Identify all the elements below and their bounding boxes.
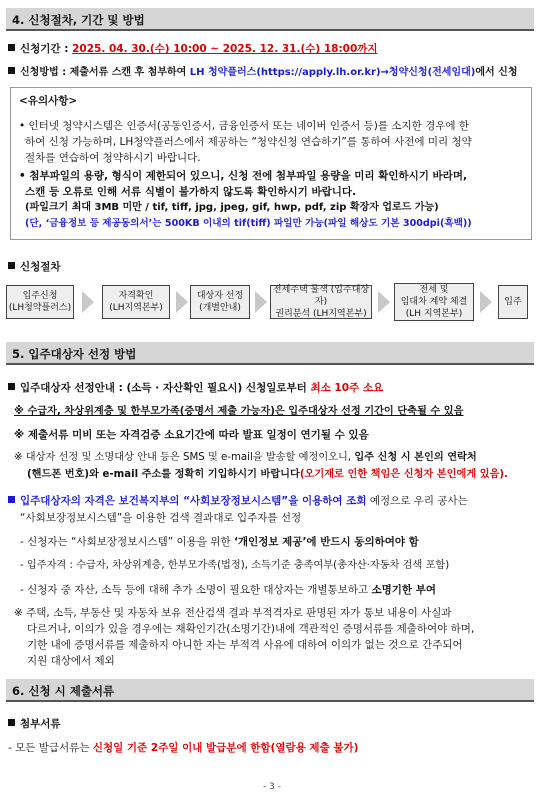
attachments-rule: - 모든 발급서류는 신청일 기준 2주일 이내 발급분에 한함(열람용 제출 불가) [8, 742, 359, 754]
notice-text: • 인터넷 청약시스템은 인증서(공동인증서, 금융인증서 또는 네이버 인증서 등)를 소지한 경우에 한 [19, 120, 470, 132]
bullet-square-icon [8, 719, 15, 726]
detail-consent: - 신청자는 “사회보장정보시스템” 이용을 위한 ‘개인정보 제공’에 반드시 동의하여야 함 [20, 536, 419, 548]
section-6-title: 6. 신청 시 제출서류 [12, 684, 115, 698]
eligibility-check-cont: “사회보장정보시스템”을 이용한 검색 결과대로 입주자를 선정 [20, 512, 302, 524]
ineligible-note: 다르거나, 이의가 있을 경우에는 재확인기간(소명기간)내에 객관적인 증명서류를 제출하여야 하며, [27, 623, 475, 635]
bullet-square-icon [8, 496, 15, 503]
step-move-in: 입주 [498, 285, 528, 319]
step-eligibility: 자격확인 (LH지역본부) [102, 285, 170, 319]
note-delay: ※ 제출서류 미비 또는 자격검증 소요기간에 따라 발표 일정이 연기될 수 있음 [14, 429, 369, 441]
notice-text: • 첨부파일의 용량, 형식이 제한되어 있으니, 신청 전에 첨부파일 용량을 미리 확인하시기 바라며, [19, 170, 467, 182]
page-number: - 3 - [263, 782, 281, 792]
section-4-title: 4. 신청절차, 기간 및 방법 [12, 13, 145, 27]
arrow-right-icon [480, 291, 492, 313]
section-5-header [6, 342, 534, 365]
ineligible-note: ※ 주택, 소득, 부동산 및 자동차 보유 전산검색 결과 부적격자로 판명된 자가 통보 내용이 사실과 [14, 607, 452, 619]
arrow-right-icon [378, 291, 390, 313]
notice-text: 스캔 등 오류로 인해 서류 식별이 불가하지 않도록 확인하시기 바랍니다. [25, 186, 357, 198]
notice-text: 절차를 연습하여 청약하시기 바랍니다. [25, 152, 201, 164]
bullet-square-icon [8, 383, 15, 390]
section-4-header [6, 8, 534, 31]
period-value: 2025. 04. 30.(수) 10:00 ~ 2025. 12. 31.(수) 18:00까지 [72, 43, 378, 55]
note-shortened-period: ※ 수급자, 차상위계층 및 한부모가족(증명서 제출 가능자)은 입주대상자 선정 기간이 단축될 수 있음 [14, 406, 464, 417]
bullet-square-icon [8, 67, 15, 74]
procedure-flow [6, 285, 534, 323]
step-apply: 입주신청 (LH청약플러스) [6, 285, 74, 319]
notice-text: (단, ‘금융정보 등 제공동의서’는 500KB 이내의 tif(tiff) 파일만 가능(파일 해상도 기본 300dpi(흑백)) [25, 218, 472, 229]
notice-title: <유의사항> [19, 95, 78, 107]
step-selection: 대상자 선정 (개별안내) [190, 285, 250, 319]
application-period: 신청기간 : 2025. 04. 30.(수) 10:00 ~ 2025. 12. 31.(수) 18:00까지 [8, 42, 536, 56]
application-method: 신청방법 : 제출서류 스캔 후 첨부하여 LH 청약플러스(https://apply.lh.or.kr)→청약신청(전세임대)에서 신청 [8, 66, 536, 80]
arrow-right-icon [176, 291, 188, 313]
notice-text: 하여 신청 가능하며, LH청약플러스에서 제공하는 “청약신청 연습하기”를 통하여 사전에 미리 청약 [25, 136, 472, 148]
detail-qualification: - 입주자격 : 수급자, 차상위계층, 한부모가족(법정), 소득기준 충족여부(총자산·자동차 검색 포함) [20, 560, 450, 571]
ineligible-note: 기한 내에 증명서류를 제출하지 아니한 자는 부적격 사유에 대하여 이의가 없는 것으로 간주되어 [27, 639, 463, 651]
attachments-label: 첨부서류 [8, 717, 536, 731]
detail-explanation: - 신청자 중 자산, 소득 등에 대해 추가 소명이 필요한 대상자는 개별통보하고 소명기한 부여 [20, 584, 436, 596]
eligibility-check: 입주대상자의 자격은 보건복지부의 “사회보장정보시스템”을 이용하여 조회 예정으로 우리 공사는 [8, 494, 536, 508]
section-6-header [6, 679, 534, 702]
selection-guide: 입주대상자 선정안내 : (소득 · 자산확인 필요시) 신청일로부터 최소 10주 소요 [8, 381, 536, 395]
bullet-square-icon [8, 262, 15, 269]
step-house-search: 전세주택 물색 (입주대상자) 권리분석 (LH지역본부) [270, 285, 372, 319]
notice-box [10, 87, 532, 240]
ineligible-note: 지원 대상에서 제외 [27, 655, 115, 667]
step-contract: 전세 및 임대차 계약 체결 (LH 지역본부) [394, 283, 474, 321]
notice-text: (파일크기 최대 3MB 미만 / tif, tiff, jpg, jpeg, gif, hwp, pdf, zip 확장자 업로드 가능) [25, 202, 439, 213]
arrow-right-icon [82, 291, 94, 313]
section-5-title: 5. 입주대상자 선정 방법 [12, 347, 137, 361]
procedure-label: 신청절차 [8, 260, 536, 274]
note-contact-cont: (핸드폰 번호)와 e-mail 주소를 정확히 기입하시기 바랍니다(오기재로 인한 책임은 신청자 본인에게 있음). [27, 469, 508, 480]
lh-apply-link[interactable]: LH 청약플러스(https://apply.lh.or.kr)→청약신청(전세임대) [189, 67, 476, 78]
arrow-right-icon [255, 291, 267, 313]
bullet-square-icon [8, 44, 15, 51]
note-contact: ※ 대상자 선정 및 소명대상 안내 등은 SMS 및 e-mail을 발송할 예정이오니, 입주 신청 시 본인의 연락처 [14, 452, 477, 463]
